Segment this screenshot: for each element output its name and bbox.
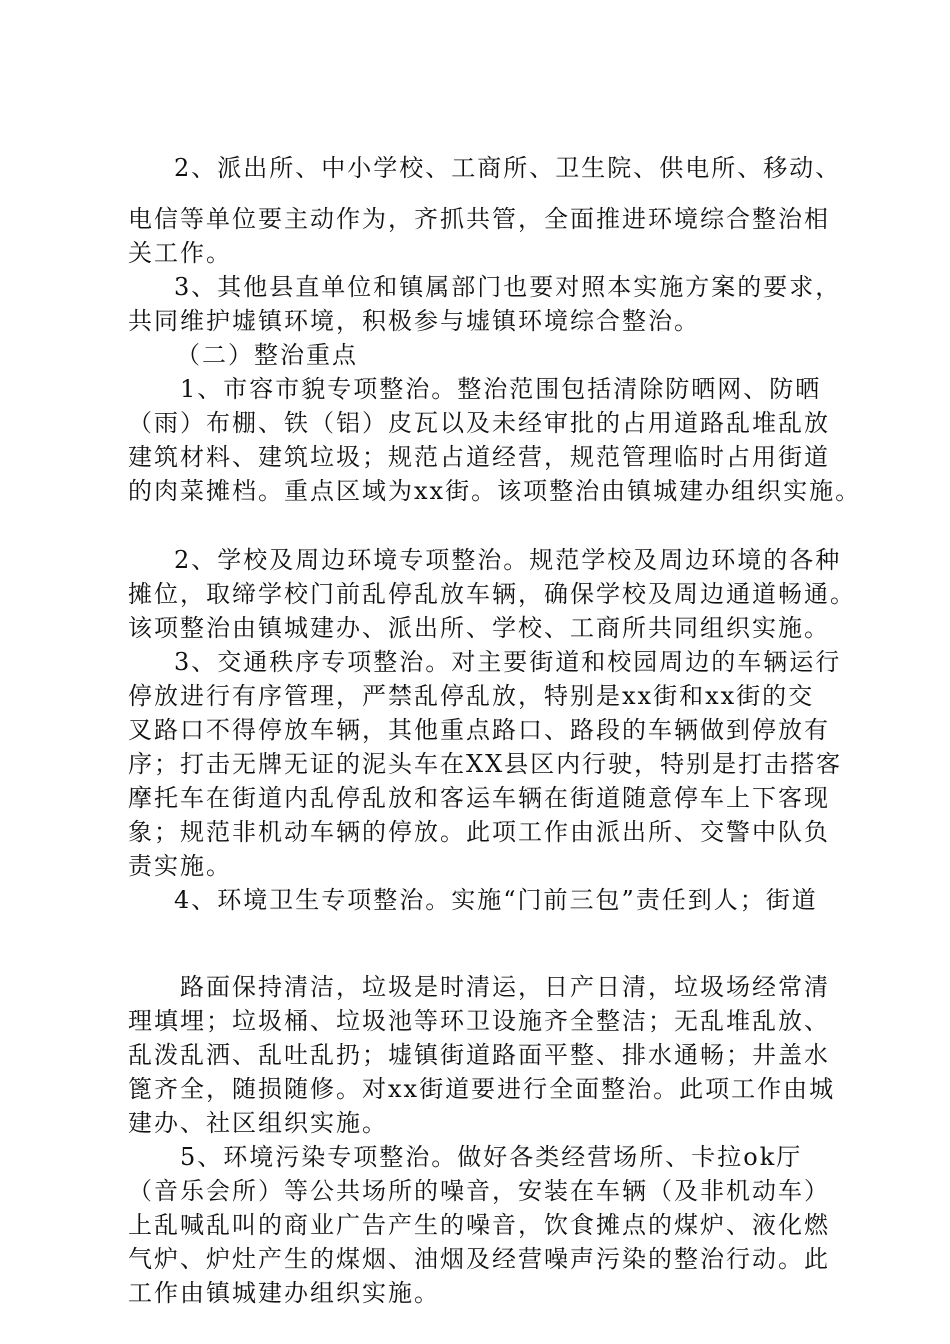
text-line: 篦齐全，随损随修。对xx街道要进行全面整治。此项工作由城: [128, 1075, 836, 1103]
text-line: 共同维护墟镇环境，积极参与墟镇环境综合整治。: [128, 307, 700, 335]
section-heading: （二）整治重点: [176, 341, 358, 369]
text-line: 建办、社区组织实施。: [128, 1109, 388, 1137]
text-line: 气炉、炉灶产生的煤烟、油烟及经营噪声污染的整治行动。此: [128, 1245, 830, 1273]
text-line: 摩托车在街道内乱停乱放和客运车辆在街道随意停车上下客现: [128, 784, 830, 812]
text-line: 电信等单位要主动作为，齐抓共管，全面推进环境综合整治相: [128, 205, 830, 233]
text-line: 乱泼乱洒、乱吐乱扔；墟镇街道路面平整、排水通畅；井盖水: [128, 1041, 830, 1069]
text-line: 上乱喊乱叫的商业广告产生的噪音，饮食摊点的煤炉、液化燃: [128, 1211, 830, 1239]
text-line: 关工作。: [128, 239, 232, 267]
text-line: 2、派出所、中小学校、工商所、卫生院、供电所、移动、: [174, 154, 842, 182]
text-line: 序；打击无牌无证的泥头车在XX县区内行驶，特别是打击搭客: [128, 750, 843, 778]
text-line: 停放进行有序管理，严禁乱停乱放，特别是xx街和xx街的交: [128, 682, 815, 710]
text-line: 摊位，取缔学校门前乱停乱放车辆，确保学校及周边通道畅通。: [128, 580, 856, 608]
text-line: （雨）布棚、铁（铝）皮瓦以及未经审批的占用道路乱堆乱放: [128, 409, 830, 437]
text-line: 理填埋；垃圾桶、垃圾池等环卫设施齐全整洁；无乱堆乱放、: [128, 1007, 830, 1035]
text-line: 工作由镇城建办组织实施。: [128, 1279, 440, 1307]
text-line: 5、环境污染专项整治。做好各类经营场所、卡拉ok厅: [180, 1143, 803, 1171]
text-line: 该项整治由镇城建办、派出所、学校、工商所共同组织实施。: [128, 614, 830, 642]
text-line: 责实施。: [128, 852, 232, 880]
text-line: （音乐会所）等公共场所的噪音，安装在车辆（及非机动车）: [128, 1177, 830, 1205]
text-line: 象；规范非机动车辆的停放。此项工作由派出所、交警中队负: [128, 818, 830, 846]
text-line: 2、学校及周边环境专项整治。规范学校及周边环境的各种: [174, 546, 842, 574]
text-line: 1、市容市貌专项整治。整治范围包括清除防晒网、防晒: [180, 375, 822, 403]
text-line: 建筑材料、建筑垃圾；规范占道经营，规范管理临时占用街道: [128, 443, 830, 471]
text-line: 4、环境卫生专项整治。实施“门前三包”责任到人；街道: [174, 886, 818, 914]
text-line: 路面保持清洁，垃圾是时清运，日产日清，垃圾场经常清: [180, 973, 830, 1001]
text-line: 3、交通秩序专项整治。对主要街道和校园周边的车辆运行: [174, 648, 842, 676]
text-line: 3、其他县直单位和镇属部门也要对照本实施方案的要求，: [174, 273, 842, 301]
text-line: 叉路口不得停放车辆，其他重点路口、路段的车辆做到停放有: [128, 716, 830, 744]
text-line: 的肉菜摊档。重点区域为xx街。该项整治由镇城建办组织实施。: [128, 477, 862, 505]
